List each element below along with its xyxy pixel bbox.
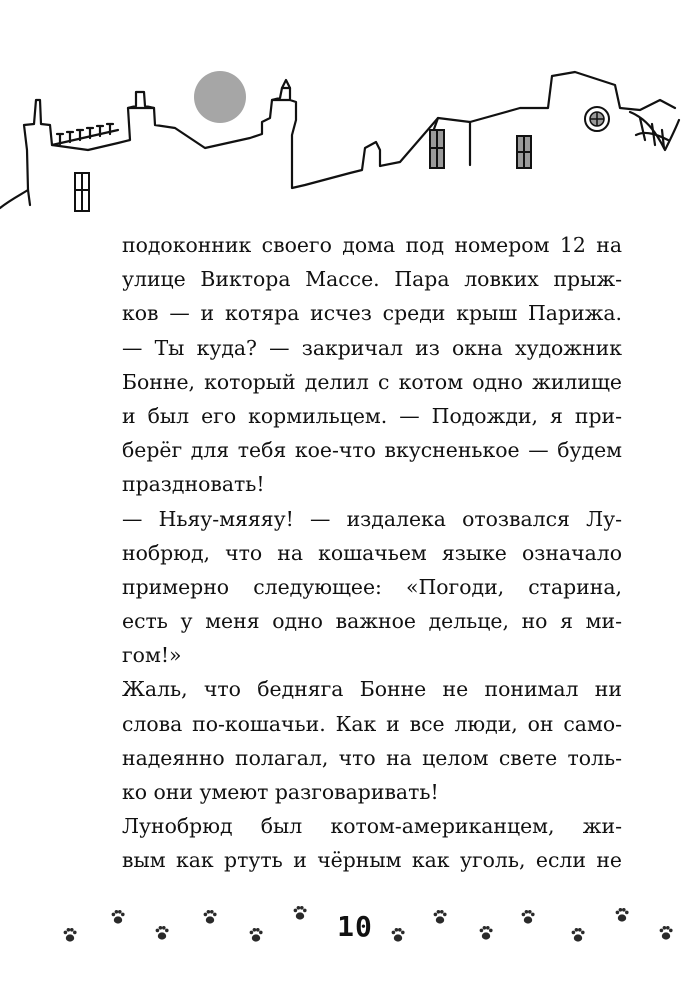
text-line: нобрюд, что на кошачьем языке означало (122, 540, 622, 565)
text-line: берёг для тебя кое-что вкусненькое — будем (122, 438, 622, 463)
text-line: улице Виктора Массе. Пара ловких прыж- (122, 267, 622, 292)
paris-rooftops-illustration (0, 0, 681, 230)
text-line: подоконник своего дома под номером 12 на (122, 233, 622, 257)
page-body-text (122, 228, 622, 878)
text-line: — Ты куда? — закричал из окна художник (122, 335, 622, 360)
text-line: ко они умеют разговаривать! (122, 780, 439, 804)
text-line: вым как ртуть и чёрным как уголь, если не (122, 848, 622, 873)
text-line: есть у меня одно важное дельце, но я ми- (122, 609, 622, 634)
text-line: надеянно полагал, что на целом свете толь- (122, 745, 622, 770)
page-number: 10 (337, 910, 373, 943)
text-line: Лунобрюд был котом-американцем, жи- (122, 814, 622, 839)
text-line: гом!» (122, 643, 182, 668)
text-line: и был его кормильцем. — Подожди, я при- (122, 403, 622, 428)
text-line: слова по-кошачьи. Как и все люди, он само- (122, 711, 622, 736)
text-line: — Ньяу-мяяяу! — издалека отозвался Лу- (122, 506, 622, 531)
text-line: Бонне, который делил с котом одно жилище (122, 369, 622, 394)
text-line: Жаль, что бедняга Бонне не понимал ни (122, 677, 622, 702)
text-line: примерно следующее: «Погоди, старина, (122, 574, 622, 599)
text-line: ков — и котяра исчез среди крыш Парижа. (122, 301, 622, 326)
text-line: праздновать! (122, 472, 265, 497)
